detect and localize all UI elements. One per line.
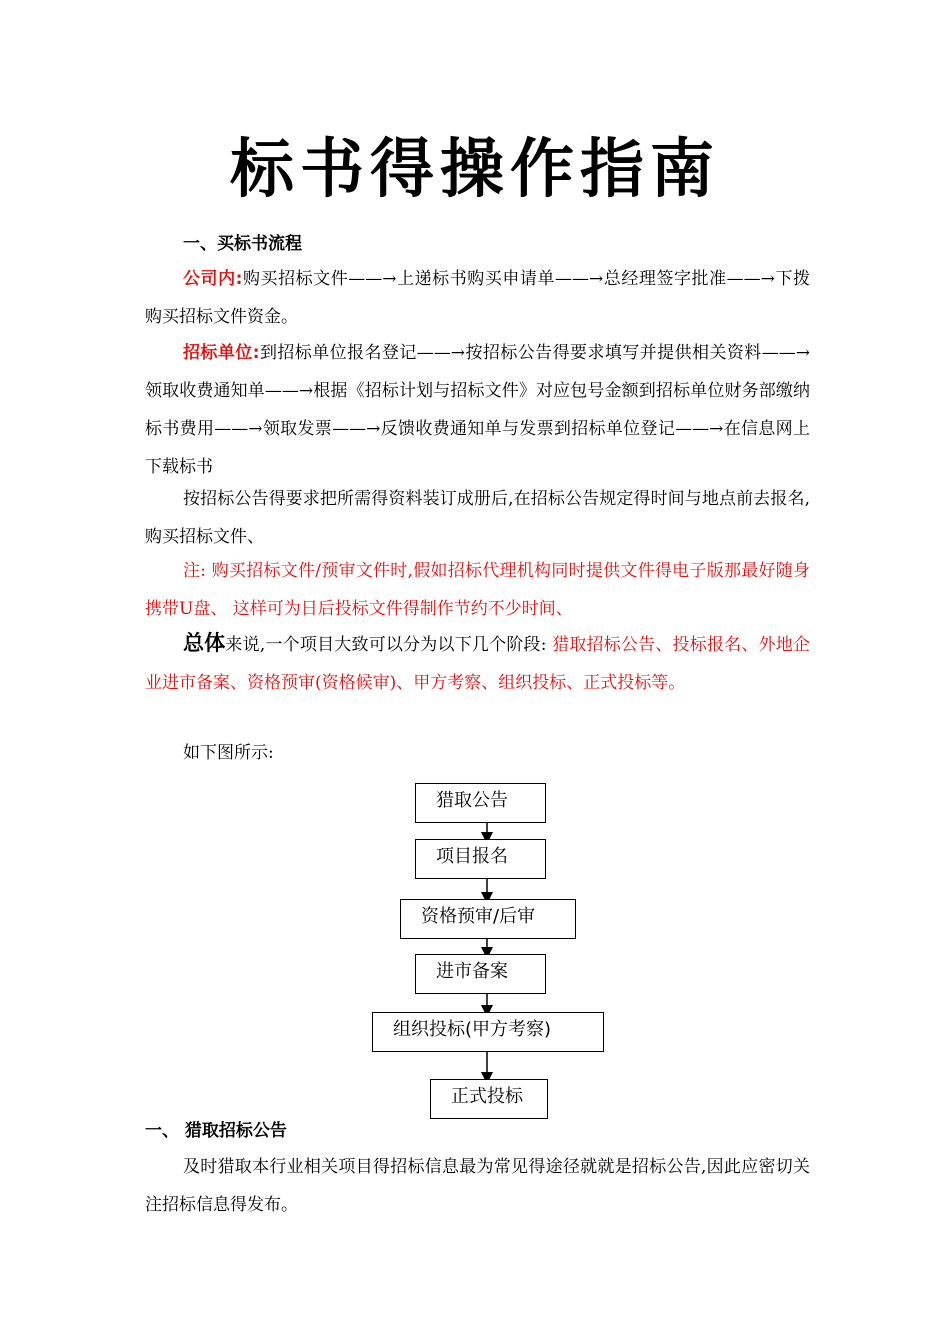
flow-step-registration: 项目报名 (415, 839, 546, 879)
section2-paragraph: 及时猎取本行业相关项目得招标信息最为常见得途径就就是招标公告,因此应密切关注招标信息得发布。 (145, 1157, 810, 1215)
company-label: 公司内: (183, 269, 243, 289)
flow-step-prequalification: 资格预审/后审 (400, 899, 576, 939)
flow-step-formal-bid: 正式投标 (430, 1079, 548, 1119)
unit-label: 招标单位: (183, 343, 260, 363)
unit-text: 到招标单位报名登记——→按招标公告得要求填写并提供相关资料——→领取收费通知单——→根据《招标计划与招标文件》对应包号金额到招标单位财务部缴纳标书费用——→领取发票——→反馈收费通知单与发票到招标单位登记——→在信息网上下载标书 (145, 343, 810, 477)
overall-emphasis: 总体 (183, 631, 226, 655)
overall-text: 来说,一个项目大致可以分为以下几个阶段: (225, 635, 553, 655)
page-title: 标书得操作指南 (230, 133, 720, 207)
note-paragraph: 注: 购买招标文件/预审文件时,假如招标代理机构同时提供文件得电子版那最好随身携带U盘、 这样可为日后投标文件得制作节约不少时间、 (145, 561, 810, 619)
section2-heading: 一、 猎取招标公告 (145, 1121, 287, 1141)
as-shown-text: 如下图所示: (183, 743, 274, 763)
section-heading: 一、买标书流程 (183, 234, 302, 254)
company-text: 购买招标文件——→上递标书购买申请单——→总经理签字批准——→下拨购买招标文件资金。 (145, 269, 810, 327)
overall-stages: 猎取招标公告、投标报名、外地企业进市备案、资格预审(资格候审)、甲方考察、组织投标、正式投标等。 (145, 635, 811, 693)
flow-step-organize-bid: 组织投标(甲方考察) (372, 1012, 604, 1052)
flow-step-get-notice: 猎取公告 (415, 783, 546, 823)
flow-step-market-filing: 进市备案 (415, 954, 546, 994)
registration-paragraph: 按招标公告得要求把所需得资料装订成册后,在招标公告规定得时间与地点前去报名,购买招标文件、 (145, 489, 810, 547)
